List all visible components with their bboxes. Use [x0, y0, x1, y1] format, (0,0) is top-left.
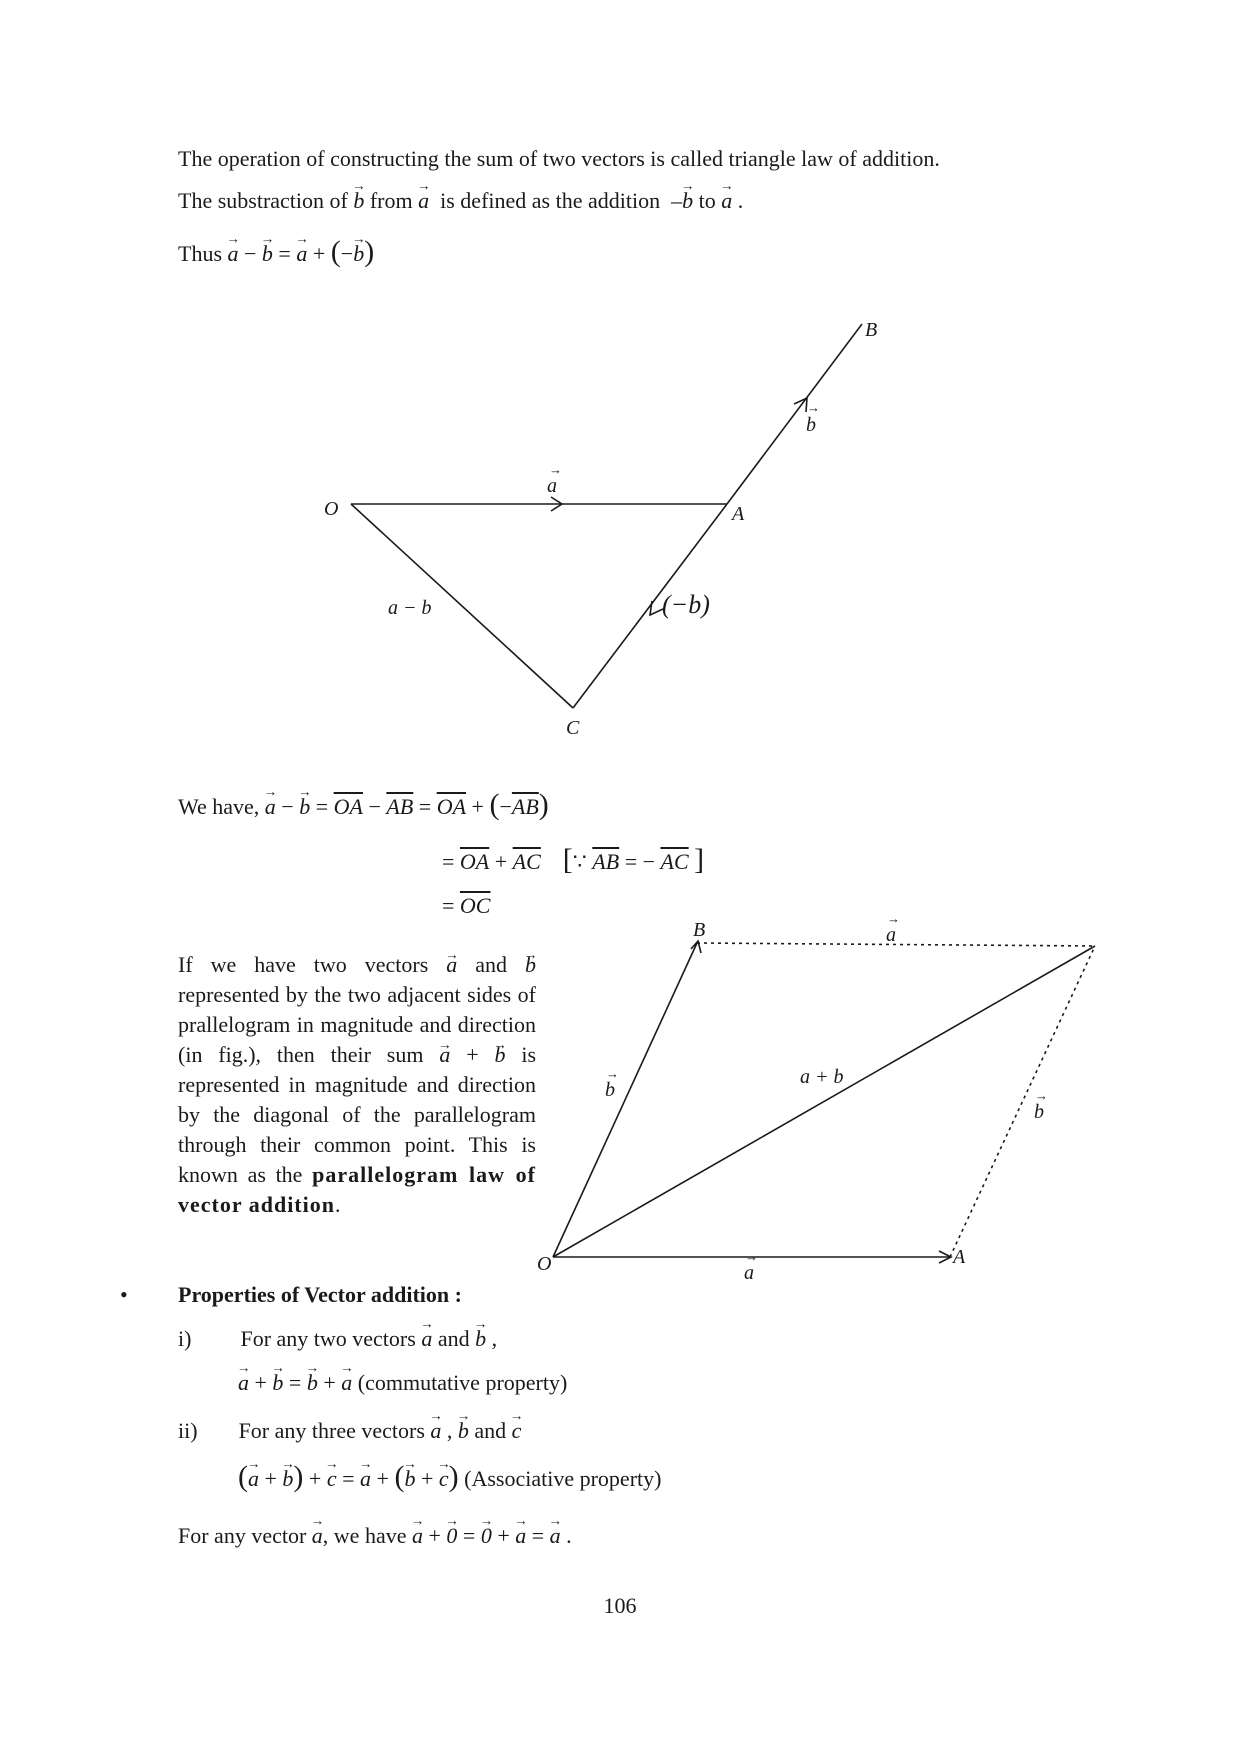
side-a-right-dotted	[950, 946, 1095, 1257]
label-vec-a: a	[547, 475, 557, 497]
label-o2: O	[537, 1253, 552, 1275]
derivation-line-2: = $\overline{OA} + \overline{AC}$ [∵ $\overline{AB}$ = − $\overline{AC}$ ]	[442, 843, 705, 876]
property-2-intro: ii) For any three vectors a → , b → and c →	[178, 1418, 521, 1444]
label-top-a: a	[886, 924, 896, 946]
triangle-law-sentence: The operation of constructing the sum of two vectors is called triangle law of addition.	[178, 146, 940, 171]
zero-vector-line: For any vector a →, we have a → + 0 → = 0 → + a → = a → .	[178, 1523, 572, 1549]
label-c: C	[566, 717, 580, 739]
property-1-intro: i) For any two vectors a → and b → ,	[178, 1326, 497, 1352]
label-left-b: b	[605, 1079, 615, 1101]
label-a: A	[732, 503, 745, 525]
side-ob	[553, 943, 697, 1257]
svg-text:→: →	[807, 400, 820, 415]
label-a-minus-b: a − b	[388, 597, 432, 619]
property-2-equation: (a → + b →) + c → = a → + (b → + c →) (Associative property)	[238, 1460, 661, 1494]
svg-text:→: →	[887, 911, 900, 926]
property-1-equation: a → + b → = b → + a → (commutative property)	[238, 1370, 567, 1396]
label-o: O	[324, 498, 339, 520]
label-neg-b: (−b)	[662, 590, 710, 619]
svg-text:→: →	[745, 1249, 758, 1264]
label-a2: A	[953, 1246, 966, 1268]
svg-text:→: →	[549, 462, 562, 477]
label-b: B	[865, 319, 878, 341]
label-b2: B	[693, 919, 706, 941]
properties-heading: Properties of Vector addition :	[178, 1282, 462, 1307]
side-b-top-dotted	[697, 943, 1095, 946]
parallelogram-law-paragraph: If we have two vectors a → and b → represented by the two adjacent sides of prallelogram in magnitude and direction (in fig.), then their sum a → + b → is represented in magnitude and direction by the diagonal of the parallelogram through their common point. This is known as the parallelogram law of vector addition.	[178, 950, 536, 1220]
page-number: 106	[603, 1593, 637, 1618]
bullet: •	[120, 1282, 128, 1307]
thus-equation: Thus a → − b → = a → + (−b →)	[178, 235, 374, 269]
label-vec-b: b	[806, 414, 816, 436]
diagonal	[553, 946, 1095, 1257]
svg-text:→: →	[1035, 1088, 1048, 1103]
label-right-b: b	[1034, 1101, 1044, 1123]
derivation-line-1: We have, a → − b → = $\overline{OA} - \overline{AB} = \overline{OA} + (-\overline{AB})$	[178, 788, 549, 822]
label-a-plus-b: a + b	[800, 1066, 844, 1088]
derivation-line-3: = $\overline{OC}$	[442, 893, 491, 918]
subtraction-definition: The substraction of b → from a → is defined as the addition –b → to a → .	[178, 188, 743, 214]
svg-text:→: →	[606, 1066, 619, 1081]
label-bottom-a: a	[744, 1262, 754, 1284]
